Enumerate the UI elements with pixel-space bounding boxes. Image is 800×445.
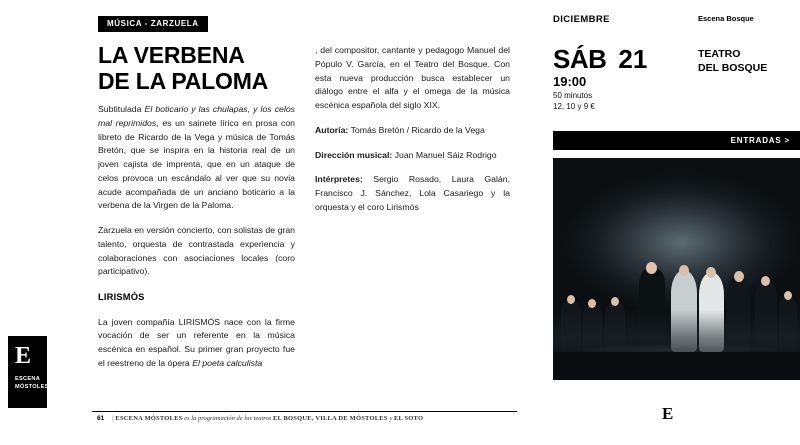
escena-mostoles-logo [8, 336, 47, 408]
paragraph-3-continued: , del compositor, cantante y pedagogo Manuel del Pópulo V. García, en el Teatro del Bosque. Con esta nueva producción busca establecer un diálogo entre el alfa y el omega de la música escénica española del siglo XIX. [315, 45, 510, 110]
logo-letter: E [15, 343, 32, 369]
performer-head [734, 271, 744, 282]
event-venue-line-1: TEATRO [698, 48, 741, 60]
paragraph-2: Zarzuela en versión concierto, con solistas de gran talento, orquesta de contrastada experiencia y colaboraciones con asociaciones locales (coro participativo). [98, 225, 295, 277]
footer-divider [92, 411, 517, 412]
event-price: 12, 10 y 9 € [553, 102, 595, 111]
event-series-label: Escena Bosque [698, 14, 754, 23]
performer-head [761, 276, 770, 286]
conductor-head [646, 262, 657, 274]
credit-interpretes-value: Sergio Rosado, Laura Galán, Francisco J. Sánchez, Lola Casariego y la orquesta y el coro Lirismós [315, 174, 510, 212]
event-venue [698, 48, 767, 75]
paragraph-1 [98, 103, 295, 213]
body-column-right [315, 44, 510, 226]
logo-line-2: MÓSTOLES [15, 383, 49, 390]
footer-venues: EL BOSQUE, VILLA DE MÓSTOLES [272, 415, 390, 422]
footer-text-italic: es la programación de los teatros [184, 415, 273, 422]
credit-direccion-label: Dirección musical: [315, 149, 393, 160]
event-duration: 50 minutos [553, 91, 593, 100]
soloist-head [679, 265, 689, 276]
page-number [97, 415, 104, 422]
tickets-button[interactable] [553, 131, 800, 150]
body-column-left [98, 103, 295, 382]
logo-line-1: ESCENA [15, 376, 41, 382]
paragraph-3 [98, 316, 295, 371]
footer-venue-last: EL SOTO [393, 415, 424, 422]
event-weekday: SÁB [553, 44, 607, 74]
title-line-2: DE LA PALOMA [98, 68, 269, 95]
event-month: DICIEMBRE [553, 14, 610, 25]
page-title [98, 42, 303, 94]
logo-wordmark [15, 376, 49, 391]
performer-head [588, 299, 596, 308]
tickets-button-label: ENTRADAS > [730, 136, 790, 145]
credit-direccion [315, 149, 510, 163]
event-panel [533, 0, 800, 445]
credits-block [315, 124, 510, 215]
stage-floor [553, 352, 800, 380]
credit-direccion-value: Juan Manuel Sáiz Rodrigo [392, 149, 497, 160]
event-day-number: 21 [618, 44, 648, 74]
footer-caption [112, 415, 423, 422]
performer-head [567, 295, 575, 304]
title-line-1: LA VERBENA [98, 42, 245, 68]
event-photo [553, 158, 800, 380]
event-date [553, 44, 647, 75]
footer-brand: ESCENA MÓSTOLES [115, 415, 185, 422]
event-time: 19:00 [553, 74, 587, 89]
event-venue-line-2: DEL BOSQUE [698, 61, 768, 74]
performer-head [611, 297, 619, 306]
page-number-value: 61 [97, 415, 105, 422]
category-badge: MÚSICA - ZARZUELA [98, 16, 208, 32]
escena-mark-icon: E [662, 404, 672, 423]
footer-conjunction: y [389, 415, 394, 422]
performer-head [784, 291, 792, 300]
credit-interpretes-label: Intérpretes: [315, 174, 363, 185]
soloist-head [706, 267, 716, 278]
credit-autoria-value: Tomás Bretón / Ricardo de la Vega [348, 124, 485, 135]
para3-part-a: La joven compañía LIRISMÓS nace con la firme vocación de ser un referente en la música escénica en español. Su primer gran proyecto fue el reestreno de la ópera [98, 316, 295, 368]
credit-autoria [315, 124, 510, 138]
credit-autoria-label: Autoría: [315, 124, 349, 135]
para3-italic: El poeta calculista [192, 357, 263, 368]
para1-italic: El boticario y las chulapas, y los celos mal reprimidos [98, 104, 295, 128]
para1-part-a: Subtitulada [98, 104, 145, 114]
footer-separator: | [112, 415, 114, 422]
credit-interpretes [315, 173, 510, 214]
event-panel-inner [553, 0, 800, 445]
para1-part-b: , es un sainete lírico en prosa con libreto de Ricardo de la Vega y música de Tomás Bretón, que se inspira en la historia real de un joven cajista de imprenta, que en un ataque de celos provoca un escándalo al ver que su novia acude acompañada de un anciano boticario a la verbena de la Virgen de la Paloma. [98, 117, 295, 211]
section-subheading: LIRISMÓS [98, 292, 145, 302]
